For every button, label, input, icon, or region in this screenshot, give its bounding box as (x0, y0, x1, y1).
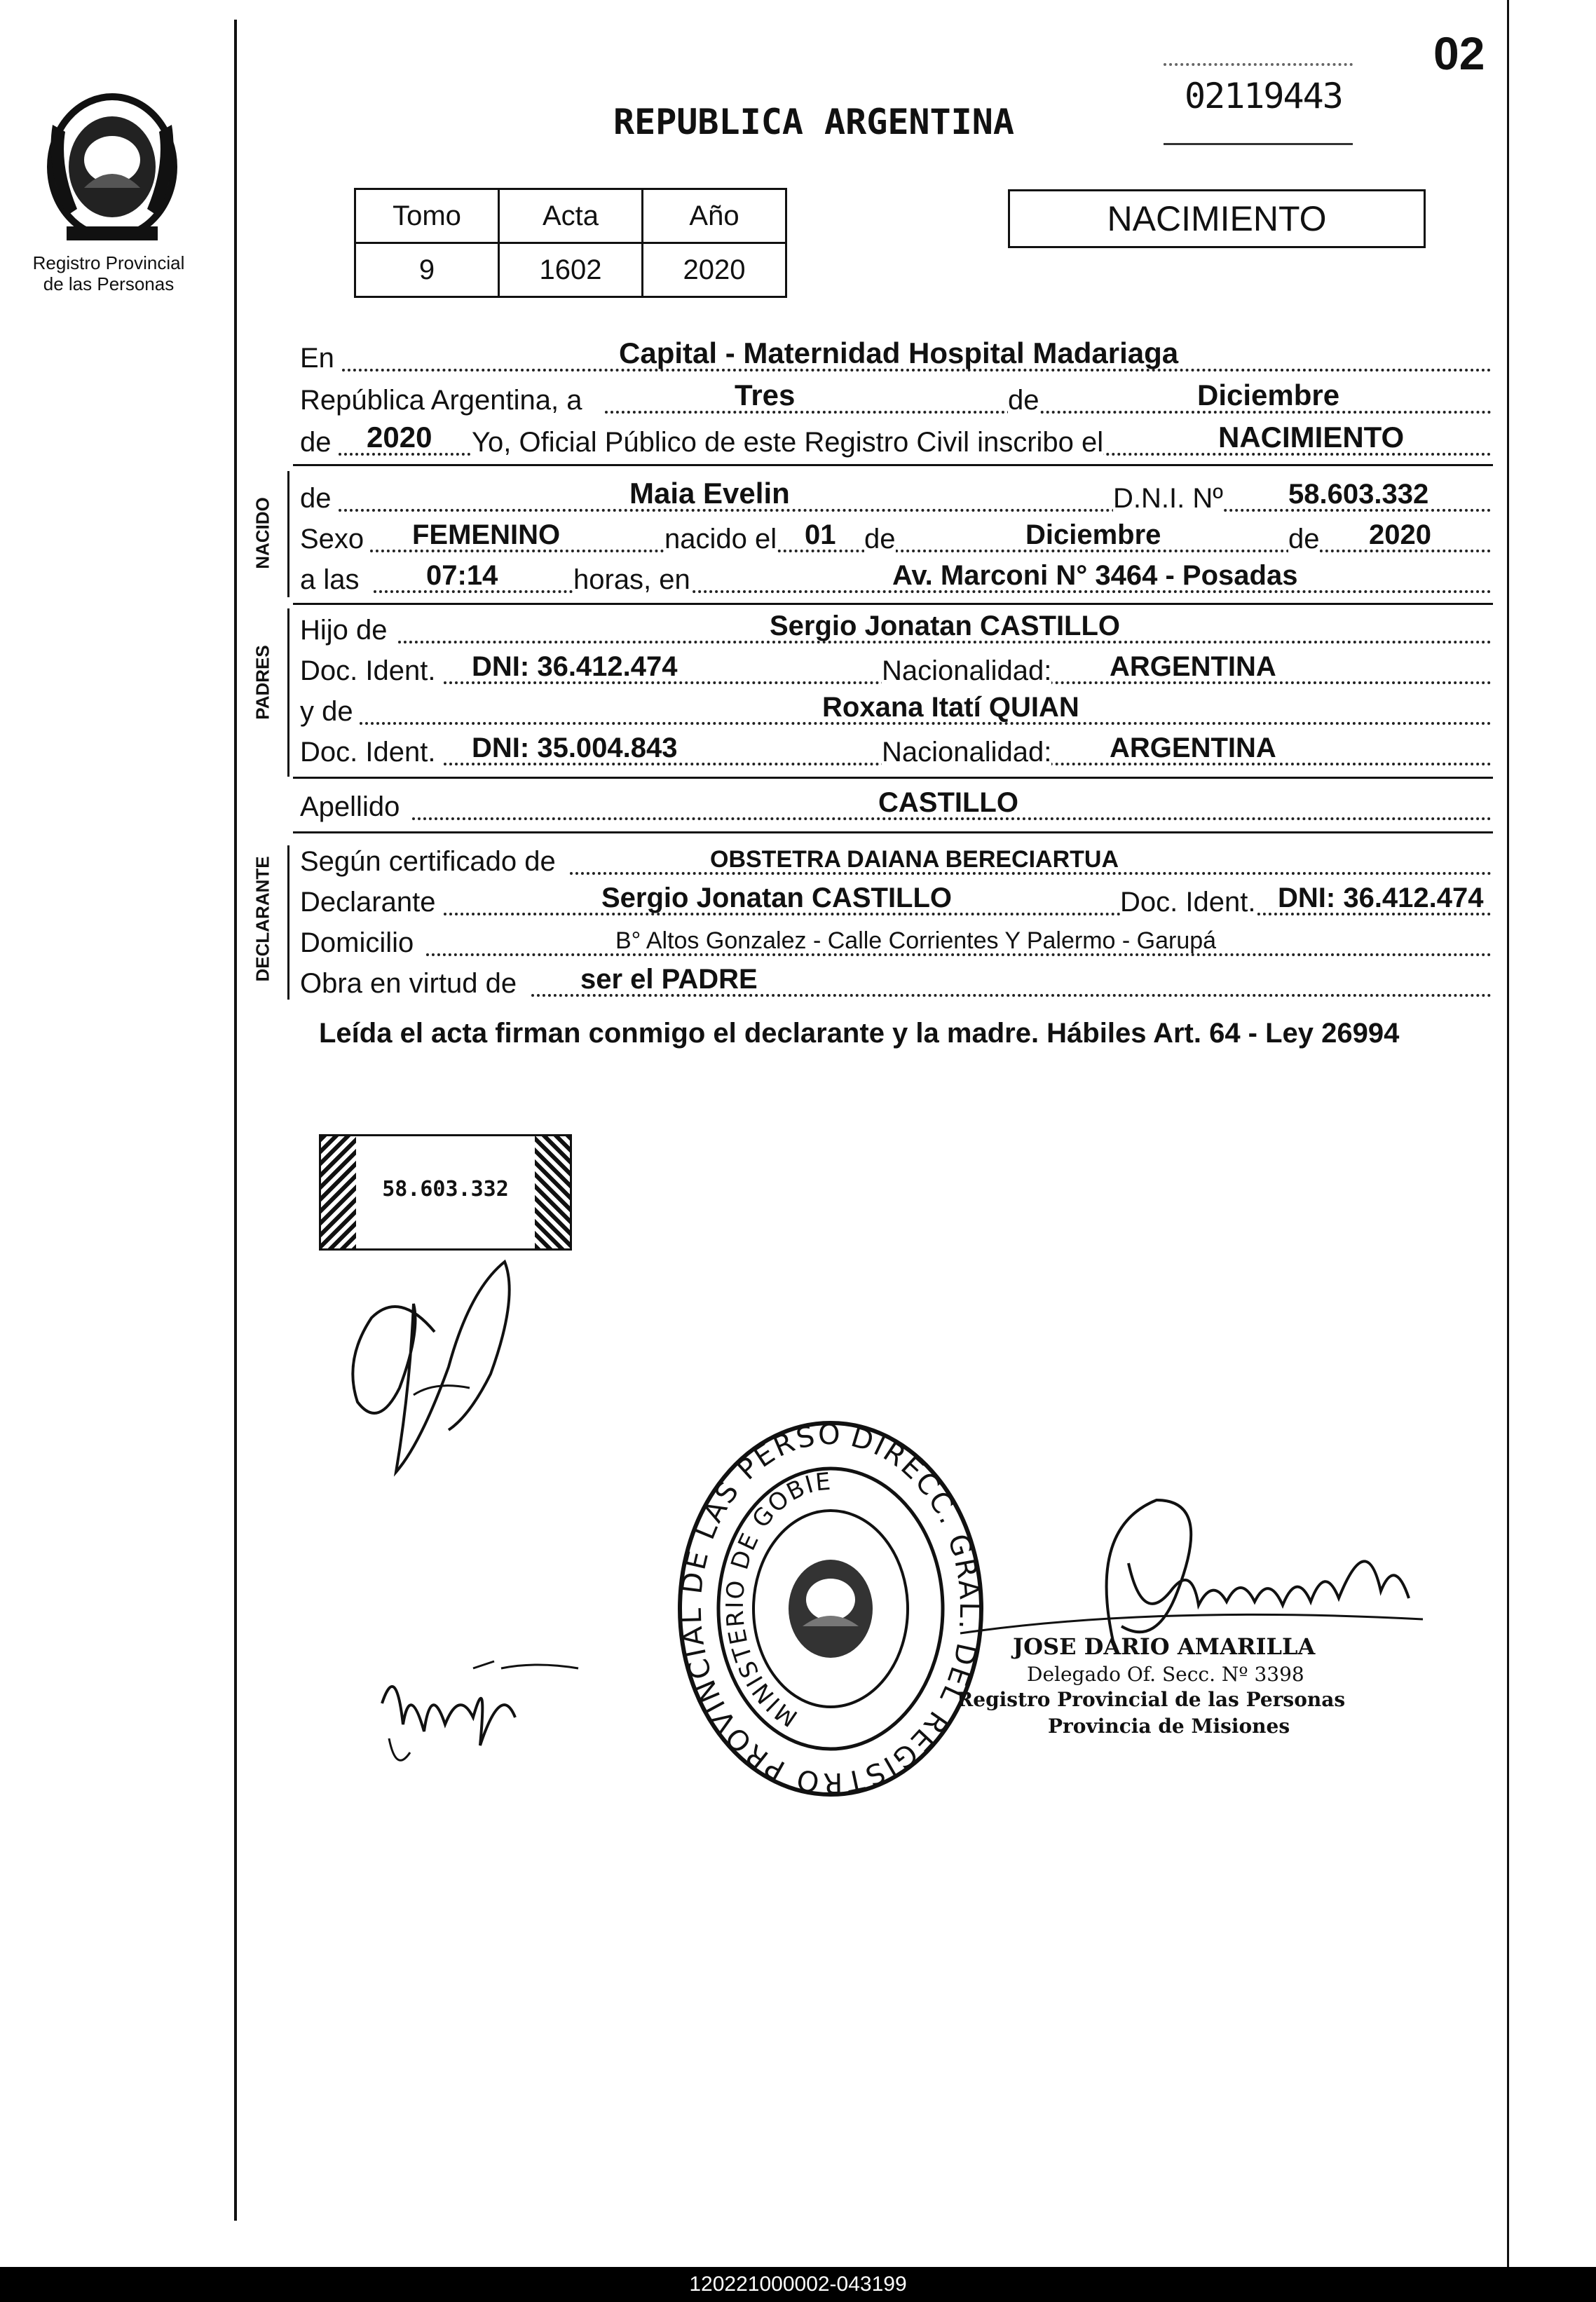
acta-table (354, 188, 787, 298)
hijo-label: Hijo de (300, 615, 388, 646)
section-divider (293, 464, 1493, 466)
registry-caption (0, 252, 217, 294)
madre-doc-value: DNI: 35.004.843 (472, 733, 678, 763)
dni-label: D.N.I. Nº (1113, 483, 1223, 514)
madre-nac-value: ARGENTINA (1110, 733, 1276, 763)
declarante-value: Sergio Jonatan CASTILLO (601, 883, 953, 913)
nacionalidad-label: Nacionalidad: (882, 655, 1052, 686)
side-label-declarante: DECLARANTE (252, 856, 273, 982)
domicilio-value: B° Altos Gonzalez - Calle Corrientes Y Palermo - Garupá (615, 927, 1217, 954)
section-bar-declarante (287, 845, 289, 1000)
a-las-label: a las (300, 564, 360, 595)
row-nombre (300, 477, 1492, 520)
lugar-value: Capital - Maternidad Hospital Madariaga (619, 336, 1179, 369)
padre-doc-value: DNI: 36.412.474 (472, 651, 678, 682)
row-lugar (300, 336, 1492, 380)
acta-table-header: Tomo (355, 189, 499, 243)
nacido-label: nacido el (664, 524, 777, 554)
acta-table-cell: 1602 (499, 243, 643, 297)
footer-bar (0, 2267, 1596, 2302)
anio-acta-value: 2020 (367, 421, 432, 454)
madre-value: Roxana Itatí QUIAN (822, 692, 1079, 723)
row-apellido (300, 785, 1492, 829)
seal-outer-text: DIRECC. GRAL. DEL REGISTRO PROVINCIAL DE LAS PERSO (675, 1418, 986, 1799)
official-org: Registro Provincial de las Personas (957, 1688, 1346, 1711)
acta-type-box (1008, 189, 1426, 248)
dni-value: 58.603.332 (1288, 479, 1429, 510)
official-seal (669, 1416, 992, 1802)
oficial-text: Yo, Oficial Público de este Registro Civil inscribo el (472, 427, 1104, 458)
madre-signature (368, 1640, 592, 1780)
acta-type: NACIMIENTO (1107, 199, 1327, 238)
hora-value: 07:14 (426, 560, 498, 591)
row-madre (300, 690, 1492, 733)
declarante-signature (329, 1248, 540, 1493)
official-province: Provincia de Misiones (1048, 1715, 1290, 1738)
certificado-label: Según certificado de (300, 846, 556, 877)
row-sexo (300, 517, 1492, 561)
padre-value: Sergio Jonatan CASTILLO (770, 611, 1121, 641)
stamp-pattern-left (321, 1136, 356, 1248)
serial-frame (1164, 63, 1353, 145)
row-madre-doc (300, 730, 1492, 774)
row-domicilio (300, 921, 1492, 965)
registry-caption-line1: Registro Provincial (32, 252, 185, 273)
en-label: En (300, 343, 334, 374)
section-divider (293, 603, 1493, 605)
left-margin-line (234, 20, 237, 2221)
anio-nac-value: 2020 (1369, 519, 1431, 550)
misiones-logo (39, 83, 186, 244)
doc-label: Doc. Ident. (300, 737, 436, 768)
section-bar-nacido (287, 471, 289, 597)
section-divider (293, 777, 1493, 779)
seal-inner-text: MINISTERIO DE GOBIE (721, 1467, 833, 1732)
nombre-value: Maia Evelin (629, 477, 790, 510)
row-fecha-acta (300, 379, 1492, 422)
declarante-doc-value: DNI: 36.412.474 (1278, 883, 1484, 913)
de-label: de (300, 483, 332, 514)
padre-nac-value: ARGENTINA (1110, 651, 1276, 682)
declarante-label: Declarante (300, 887, 436, 918)
tipo-value: NACIMIENTO (1218, 421, 1405, 454)
closing-text: Leída el acta firman conmigo el declarante y la madre. Hábiles Art. 64 - Ley 26994 (319, 1018, 1400, 1049)
lugar-nac-value: Av. Marconi N° 3464 - Posadas (892, 560, 1298, 591)
doc-label: Doc. Ident. (1120, 887, 1256, 918)
apellido-label: Apellido (300, 791, 400, 822)
row-oficial (300, 421, 1492, 464)
nacionalidad-label: Nacionalidad: (882, 737, 1052, 768)
sexo-label: Sexo (300, 524, 364, 554)
registry-caption-line2: de las Personas (43, 273, 175, 294)
yde-label: y de (300, 696, 353, 727)
acta-table-cell: 9 (355, 243, 499, 297)
de-label: de (300, 427, 332, 458)
acta-table-header: Año (643, 189, 786, 243)
side-label-nacido: NACIDO (252, 497, 273, 569)
de-label: de (1008, 385, 1039, 416)
horas-en-label: horas, en (573, 564, 690, 595)
obra-value: ser el PADRE (580, 964, 758, 995)
serial-number: 02119443 (1185, 76, 1342, 116)
section-divider (293, 831, 1493, 833)
acta-table-cell: 2020 (643, 243, 786, 297)
stamp-pattern-right (535, 1136, 570, 1248)
mes-nac-value: Diciembre (1025, 519, 1161, 550)
dni-stamp (319, 1134, 572, 1251)
row-padre (300, 608, 1492, 652)
row-padre-doc (300, 649, 1492, 693)
right-border-line (1507, 0, 1509, 2302)
side-label-padres: PADRES (252, 645, 273, 720)
domicilio-label: Domicilio (300, 927, 414, 958)
mes-acta-value: Diciembre (1197, 379, 1340, 411)
page-title: REPUBLICA ARGENTINA (613, 102, 1014, 142)
certificado-value: OBSTETRA DAIANA BERECIARTUA (710, 846, 1119, 873)
row-certificado (300, 840, 1492, 883)
official-name: JOSE DARIO AMARILLA (1013, 1633, 1316, 1660)
republica-label: República Argentina, a (300, 385, 582, 416)
sexo-value: FEMENINO (412, 519, 561, 550)
footer-code: 120221000002-043199 (689, 2273, 907, 2296)
doc-label: Doc. Ident. (300, 655, 436, 686)
dia-nac-value: 01 (805, 519, 836, 550)
section-bar-padres (287, 608, 289, 777)
dia-acta-value: Tres (735, 379, 796, 411)
page-number: 02 (1433, 27, 1485, 79)
official-role: Delegado Of. Secc. Nº 3398 (1027, 1663, 1304, 1686)
dni-stamp-value: 58.603.332 (382, 1177, 509, 1201)
acta-table-header: Acta (499, 189, 643, 243)
row-declarante (300, 880, 1492, 924)
row-obra (300, 962, 1492, 1005)
de-label: de (1288, 524, 1320, 554)
apellido-value: CASTILLO (878, 787, 1018, 818)
de-label: de (864, 524, 896, 554)
row-hora (300, 558, 1492, 601)
obra-label: Obra en virtud de (300, 968, 517, 999)
